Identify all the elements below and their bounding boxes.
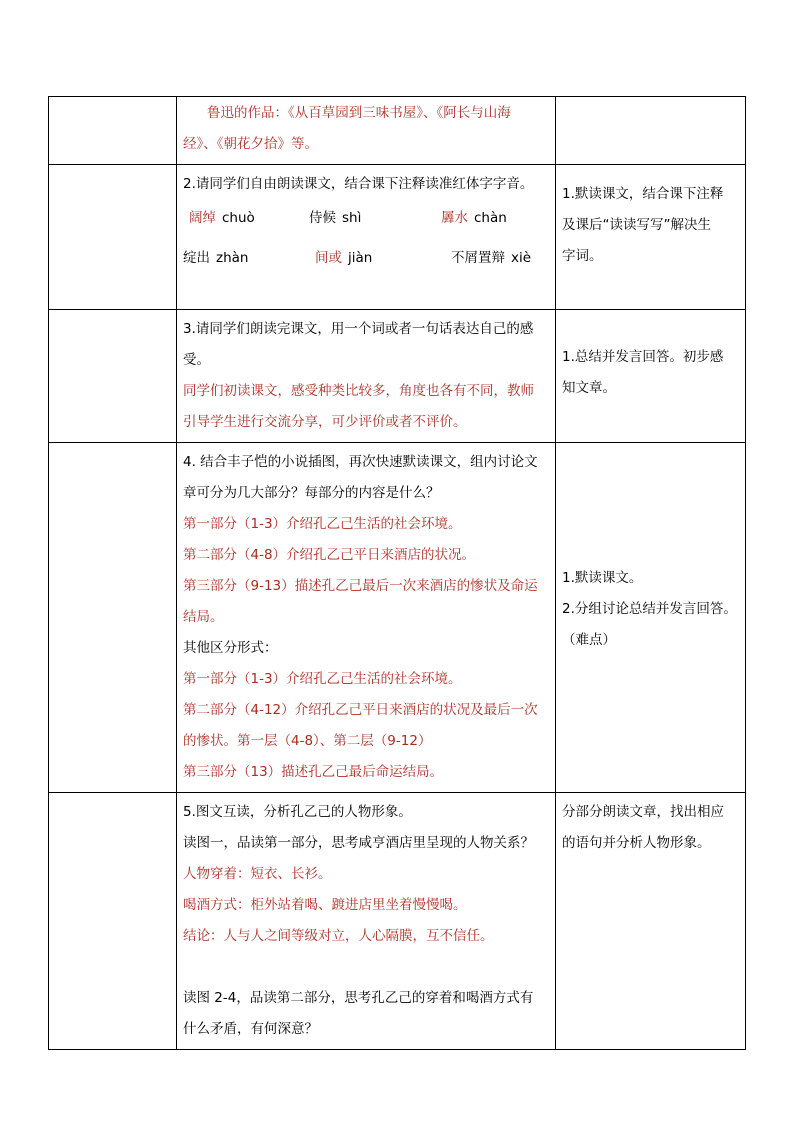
teacher-activity-cell xyxy=(177,443,556,793)
text-line: 经》、《朝花夕拾》等。 xyxy=(183,136,318,152)
text-line: 第三部分（13）描述孔乙己最后命运结局。 xyxy=(183,764,444,780)
pinyin-row xyxy=(183,200,549,240)
table-row xyxy=(49,443,746,793)
table-row xyxy=(49,310,746,443)
stage-cell xyxy=(49,443,177,793)
question-text: 2.请同学们自由朗读课文，结合课下注释读准红体字字音。 xyxy=(183,176,534,192)
text-line: 读图 2-4，品读第二部分，思考孔乙己的穿着和喝酒方式有 xyxy=(183,990,534,1006)
student-activity-cell xyxy=(556,310,746,443)
lesson-plan-table xyxy=(48,96,746,1050)
text-line: 的惨状。第一层（4-8）、第二层（9-12） xyxy=(183,733,432,749)
student-activity-cell xyxy=(556,793,746,1050)
pinyin-item: 侍候 shì xyxy=(309,210,362,226)
student-activity-cell xyxy=(556,97,746,165)
table-row xyxy=(49,97,746,165)
text-line: 的语句并分析人物形象。 xyxy=(562,835,711,851)
text-line: 同学们初读课文，感受种类比较多，角度也各有不同，教师 xyxy=(183,383,534,399)
text-line: 读图一，品读第一部分，思考咸亨酒店里呈现的人物关系？ xyxy=(183,835,534,851)
text-line: 其他区分形式： xyxy=(183,640,278,656)
text-line: 及课后“读读写写”解决生 xyxy=(562,217,711,233)
stage-cell xyxy=(49,97,177,165)
text-line: 第一部分（1-3）介绍孔乙己生活的社会环境。 xyxy=(183,671,462,687)
blank-line xyxy=(183,952,549,983)
text-line: 引导学生进行交流分享，可少评价或者不评价。 xyxy=(183,414,467,430)
text-line: 1.默读课文。 xyxy=(562,570,643,586)
text-line: 第二部分（4-12）介绍孔乙己平日来酒店的状况及最后一次 xyxy=(183,702,538,718)
student-activity-cell xyxy=(556,165,746,310)
stage-cell xyxy=(49,793,177,1050)
text-line: 分部分朗读文章，找出相应 xyxy=(562,804,724,820)
teacher-activity-cell xyxy=(177,97,556,165)
text-line: 喝酒方式：柜外站着喝、踱进店里坐着慢慢喝。 xyxy=(183,897,467,913)
student-activity-cell xyxy=(556,443,746,793)
text-line: （难点） xyxy=(562,632,616,648)
text-line: 5.图文互读，分析孔乙己的人物形象。 xyxy=(183,804,412,820)
pinyin-item: 绽出 zhàn xyxy=(183,250,249,266)
text-line: 鲁迅的作品：《从百草园到三味书屋》、《阿长与山海 xyxy=(207,105,511,121)
text-line: 4. 结合丰子恺的小说插图，再次快速默读课文，组内讨论文 xyxy=(183,454,538,470)
text-line: 知文章。 xyxy=(562,380,616,396)
stage-cell xyxy=(49,165,177,310)
stage-cell xyxy=(49,310,177,443)
pinyin-item: 阔绰 chuò xyxy=(189,210,255,226)
text-line: 第二部分（4-8）介绍孔乙己平日来酒店的状况。 xyxy=(183,547,476,563)
text-line: 1.总结并发言回答。初步感 xyxy=(562,349,724,365)
text-line: 章可分为几大部分？每部分的内容是什么？ xyxy=(183,485,440,501)
text-line: 第一部分（1-3）介绍孔乙己生活的社会环境。 xyxy=(183,516,462,532)
text-line: 2.分组讨论总结并发言回答。 xyxy=(562,601,737,617)
text-line: 结论：人与人之间等级对立，人心隔膜，互不信任。 xyxy=(183,928,494,944)
teacher-activity-cell xyxy=(177,793,556,1050)
text-line: 结局。 xyxy=(183,609,224,625)
table-row xyxy=(49,793,746,1050)
text-line: 3.请同学们朗读完课文，用一个词或者一句话表达自己的感 xyxy=(183,321,534,337)
text-line: 1.默读课文，结合课下注释 xyxy=(562,186,724,202)
text-line: 人物穿着：短衣、长衫。 xyxy=(183,866,332,882)
text-line: 第三部分（9-13）描述孔乙己最后一次来酒店的惨状及命运 xyxy=(183,578,538,594)
teacher-activity-cell xyxy=(177,310,556,443)
pinyin-item: 间或 jiàn xyxy=(315,250,373,266)
pinyin-item: 羼水 chàn xyxy=(441,210,507,226)
pinyin-item: 不屑置辩 xiè xyxy=(451,250,532,266)
text-line: 受。 xyxy=(183,352,210,368)
text-line: 什么矛盾，有何深意？ xyxy=(183,1021,318,1037)
table-row xyxy=(49,165,746,310)
pinyin-row xyxy=(183,240,549,280)
teacher-activity-cell xyxy=(177,165,556,310)
text-line: 字词。 xyxy=(562,248,603,264)
